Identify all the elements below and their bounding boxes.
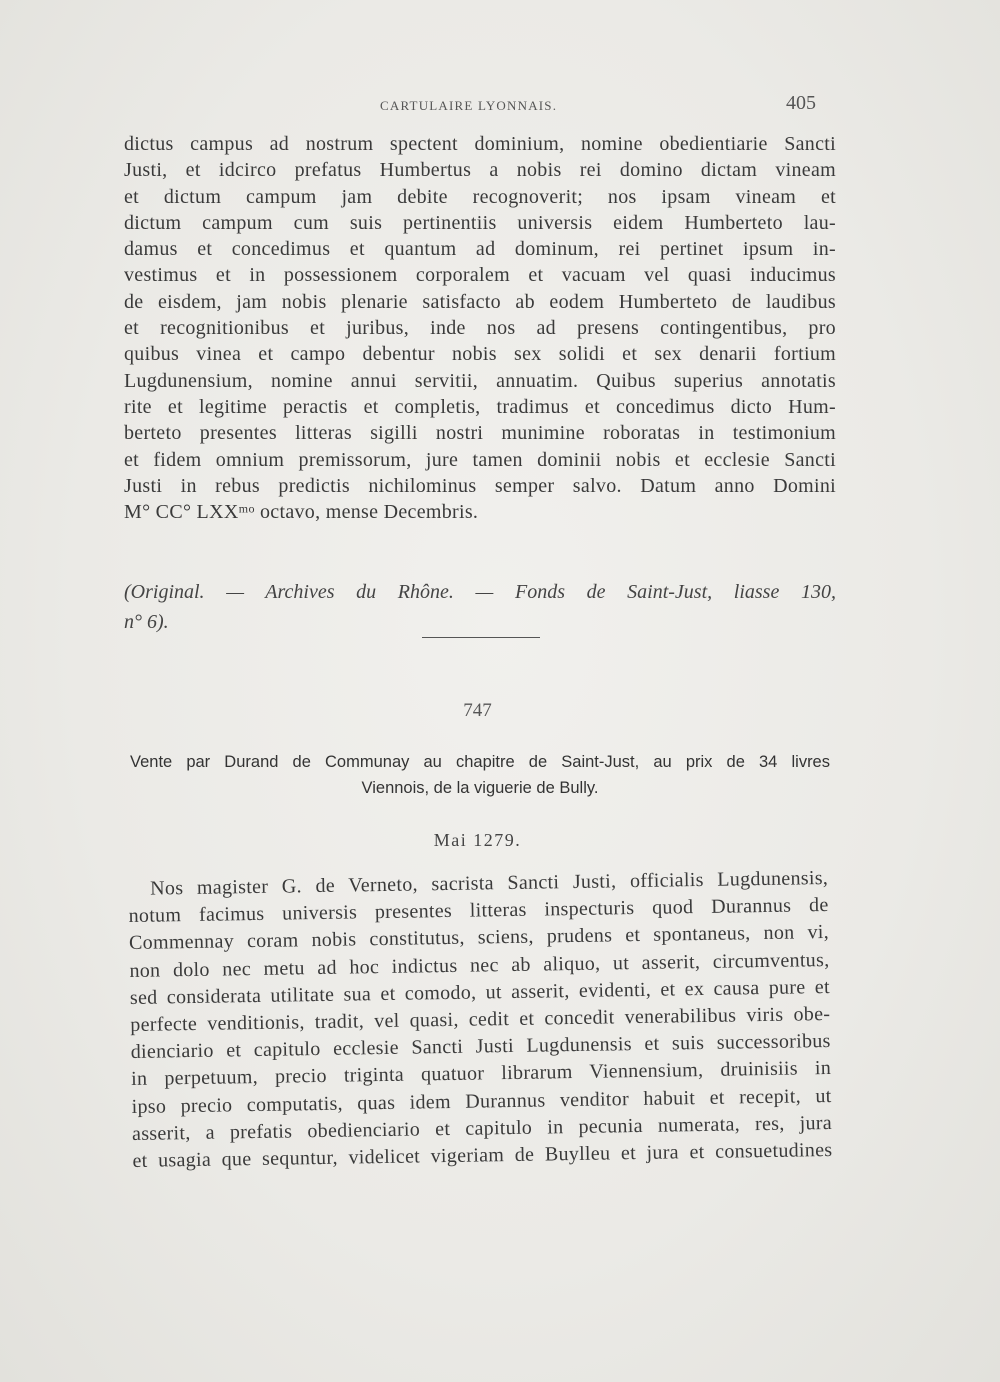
text-line: Nos magister G. de Verneto, sacrista Sancti Justi, officialis Lugdunensis, [150, 867, 829, 900]
text-line: Commennay coram nobis constitutus, sciens, prudens et spontaneus, non vi, [128, 921, 830, 955]
page-number: 405 [786, 92, 816, 114]
text-line: Lugdunensium, nomine annui servitii, annuatim. Quibus superius annotatis [124, 369, 836, 392]
text-line: rite et legitime peractis et completis, tradimus et concedimus dicto Hum- [124, 395, 836, 418]
text-line: et fidem omnium premissorum, jure tamen dominii nobis et ecclesie Sancti [124, 448, 836, 471]
document-body [128, 865, 833, 1175]
text-line: notum facimus universis presentes litteras inspecturis quod Durannus de [128, 894, 829, 928]
text-line: dictum campum cum suis pertinentiis universis eidem Humberteto lau- [124, 211, 836, 234]
section-divider [422, 637, 540, 638]
text-line: in perpetuum, precio triginta quatuor librarum Viennensium, druinisiis in [131, 1057, 832, 1091]
text-line: et recognitionibus et juribus, inde nos ad presens contingentibus, pro [124, 317, 836, 340]
document-number: 747 [463, 700, 492, 721]
text-line: et dictum campum jam debite recognoverit; nos ipsam vineam et [124, 185, 836, 208]
text-line: Justi, et idcirco prefatus Humbertus a nobis rei domino dictam vineam [124, 159, 836, 182]
text-line: damus et concedimus et quantum ad dominum, rei pertinet ipsum in- [124, 238, 836, 261]
text-line: quibus vinea et campo debentur nobis sex solidi et sex denarii fortium [124, 343, 836, 366]
text-line: non dolo nec metu ad hoc indictus nec ab aliquo, ut asserit, circumventus, [129, 948, 830, 982]
text-line: M° CC° LXXᵐᵒ octavo, mense Decembris. [124, 501, 479, 524]
running-head: CARTULAIRE LYONNAIS. [380, 98, 558, 113]
text-line: de eisdem, jam nobis plenarie satisfacto ab eodem Humberteto de laudibus [124, 290, 836, 313]
text-line: asserit, a prefatis obedienciario et capitulo in pecunia numerata, res, jura [131, 1111, 833, 1145]
text-line: dictus campus ad nostrum spectent dominium, nomine obedientiarie Sancti [124, 133, 836, 155]
text-line: sed considerata utilitate sua et comodo, ut asserit, evidenti, et ex causa pure et [129, 975, 830, 1009]
text-line: ipso precio computatis, quas idem Durannus venditor habuit et recepit, ut [131, 1084, 832, 1118]
text-line: dienciario et capitulo ecclesie Sancti Justi Lugdunensis et suis successoribus [130, 1030, 831, 1064]
text-line: berteto presentes litteras sigilli nostri munimine roboratas in testimonium [124, 422, 836, 445]
source-citation [124, 577, 836, 637]
document-date: Mai 1279. [433, 830, 522, 850]
heading-line: Vente par Durand de Communay au chapitre de Saint-Just, au prix de 34 livres [130, 753, 830, 771]
text-line: et usagia que sequntur, videlicet vigeriam de Buylleu et jura et consuetudines [132, 1139, 833, 1172]
citation-line: n° 6). [124, 611, 169, 633]
text-line: vestimus et in possessionem corporalem et vacuam vel quasi inducimus [124, 264, 836, 287]
citation-line: (Original. — Archives du Rhône. — Fonds de Saint-Just, liasse 130, [124, 581, 836, 603]
text-line: Justi in rebus predictis nichilominus semper salvo. Datum anno Domini [124, 474, 836, 497]
text-line: perfecte venditionis, tradit, vel quasi, cedit et concedit venerabilibus viris obe- [130, 1003, 831, 1036]
heading-line: Viennois, de la viguerie de Bully. [361, 779, 599, 797]
paragraph-continued [124, 131, 836, 525]
document-heading [130, 749, 830, 801]
